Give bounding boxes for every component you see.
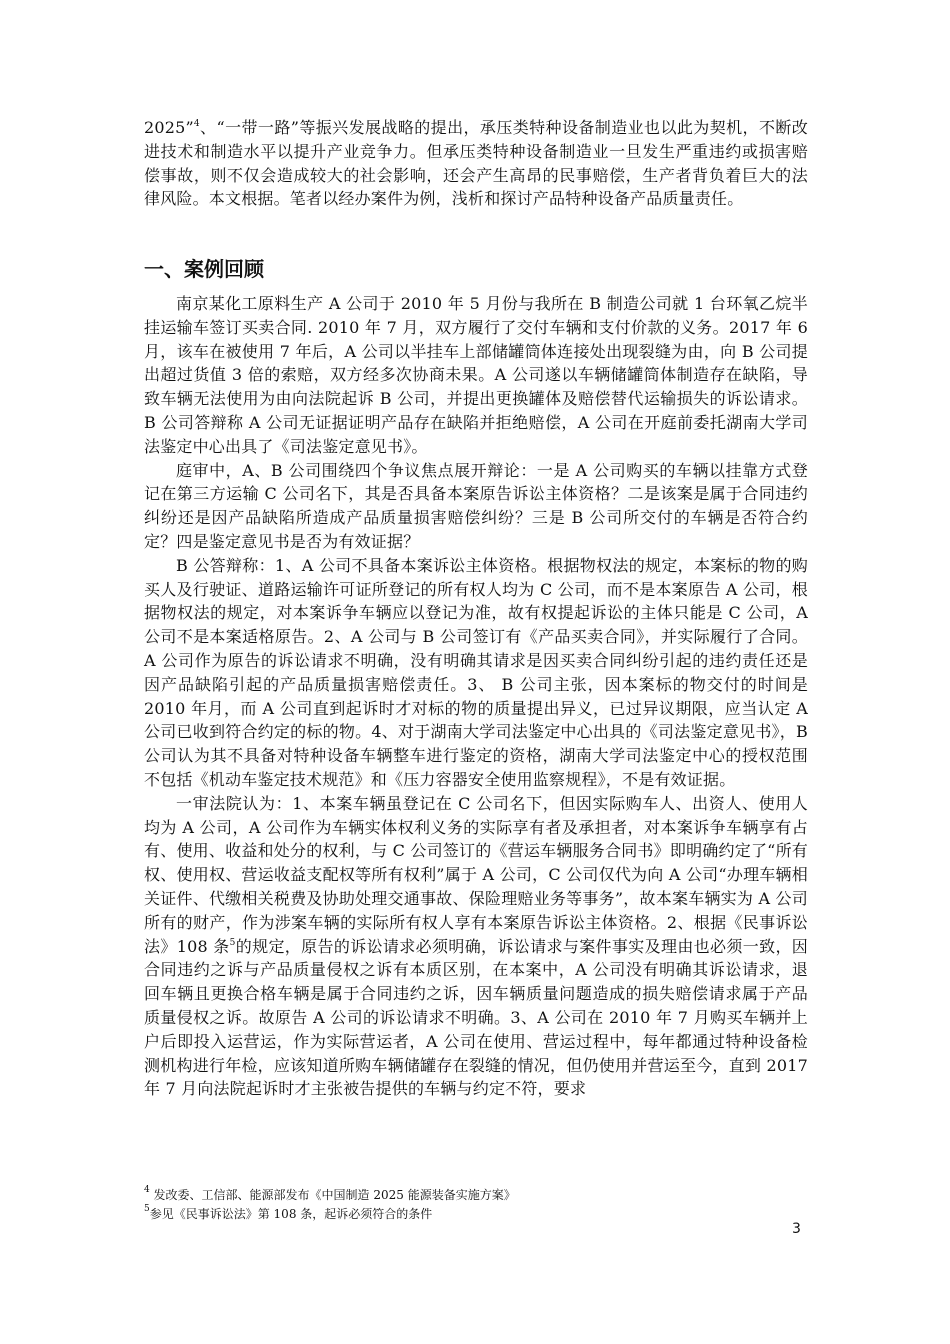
paragraph-2: 庭审中，A、B 公司围绕四个争议焦点展开辩论：一是 A 公司购买的车辆以挂靠方式登记在第三方运输 C 公司名下，其是否具备本案原告诉讼主体资格？二是该案是属于合同违约纠纷还是因产品缺陷所造成产品质量损害赔偿纠纷？三是 B 公司所交付的车辆是否符合约定？四是鉴定意见书是否为有效证据？ <box>144 460 808 551</box>
paragraph-3: B 公答辩称：1、A 公司不具备本案诉讼主体资格。根据物权法的规定，本案标的物的购买人及行驶证、道路运输许可证所登记的所有权人均为 C 公司，而不是本案原告 A 公司，根据物权法的规定，对本案诉争车辆应以登记为准，故有权提起诉讼的主体只能是 C 公司，A 公司不是本案适格原告。2、A 公司与 B 公司签订有《产品买卖合同》，并实际履行了合同。A 公司作为原告的诉讼请求不明确，没有明确其请求是因买卖合同纠纷引起的违约责任还是因产品缺陷引起的产品质量损害赔偿责任。3、 B 公司主张，因本案标的物交付的时间是 2010 年月，而 A 公司直到起诉时才对标的物的质量提出异义，已过异议期限，应当认定 A 公司已收到符合约定的标的物。4、对于湖南大学司法鉴定中心出具的《司法鉴定意见书》，B 公司认为其不具备对特种设备车辆整车进行鉴定的资格，湖南大学司法鉴定中心的授权范围不包括《机动车鉴定技术规范》和《压力容器安全使用监察规程》，不是有效证据。 <box>144 555 808 789</box>
paragraph-4: 一审法院认为：1、本案车辆虽登记在 C 公司名下，但因实际购车人、出资人、使用人均为 A 公司，A 公司作为车辆实体权利义务的实际享有者及承担者，对本案诉争车辆享有占有、使用、收益和处分的权利，与 C 公司签订的《营运车辆服务合同书》即明确约定了“所有权、使用权、营运收益支配权等所有权利”属于 A 公司，C 公司仅代为向 A 公司“办理车辆相关证件、代缴相关税费及协助处理交通事故、保险理赔业务等事务”，故本案车辆实为 A 公司所有的财产，作为涉案车辆的实际所有权人享有本案原告诉讼主体资格。2、根据《民事诉讼法》108 条$^5$的规定，原告的诉讼请求必须明确，诉讼请求与案件事实及理由也必须一致，因合同违约之诉与产品质量侵权之诉有本质区别，在本案中，A 公司没有明确其诉讼请求，退回车辆且更换合格车辆是属于合同违约之诉，因车辆质量问题造成的损失赔偿请求属于产品质量侵权之诉。故原告 A 公司的诉讼请求不明确。3、A 公司在 2010 年 7 月购买车辆并上户后即投入运营运，作为实际营运者，A 公司在使用、营运过程中，每年都通过特种设备检测机构进行年检，应该知道所购车辆储罐存在裂缝的情况，但仍使用并营运至今，直到 2017 年 7 月向法院起诉时才主张被告提供的车辆与约定不符，要求 <box>144 793 808 1099</box>
section-heading: 一、案例回顾 <box>144 257 264 281</box>
case-review-body <box>144 292 808 1101</box>
footnote-5: $^5$参见《民事诉讼法》第 108 条，起诉必须符合的条件 <box>144 1204 433 1221</box>
page-number: 3 <box>792 1221 801 1237</box>
footnotes <box>144 1186 808 1224</box>
footnote-ref-5: 5 <box>229 937 236 948</box>
intro-text: 2025”$^4$、“一带一路”等振兴发展战略的提出，承压类特种设备制造业也以此为契机，不断改进技术和制造水平以提升产业竞争力。但承压类特种设备制造业一旦发生严重违约或损害赔偿事故，则不仅会造成较大的社会影响，还会产生高昂的民事赔偿，生产者背负着巨大的法律风险。本文根据。笔者以经办案件为例，浅析和探讨产品特种设备产品质量责任。 <box>144 118 808 209</box>
intro-paragraph <box>144 116 808 211</box>
paragraph-1: 南京某化工原料生产 A 公司于 2010 年 5 月份与我所在 B 制造公司就 1 台环氧乙烷半挂运输车签订买卖合同. 2010 年 7 月，双方履行了交付车辆和支付价款的义务。2017 年 6 月，该车在被使用 7 年后，A 公司以半挂车上部储罐筒体连接处出现裂缝为由，向 B 公司提出超过货值 3 倍的索赔，双方经多次协商未果。A 公司遂以车辆储罐筒体制造存在缺陷，导致车辆无法使用为由向法院起诉 B 公司，并提出更换罐体及赔偿替代运输损失的诉讼请求。B 公司答辩称 A 公司无证据证明产品存在缺陷并拒绝赔偿，A 公司在开庭前委托湖南大学司法鉴定中心出具了《司法鉴定意见书》。 <box>144 294 808 456</box>
footnote-4: $^4$ 发改委、工信部、能源部发布《中国制造 2025 能源装备实施方案》 <box>144 1185 516 1202</box>
footnote-ref-4: 4 <box>193 119 200 129</box>
